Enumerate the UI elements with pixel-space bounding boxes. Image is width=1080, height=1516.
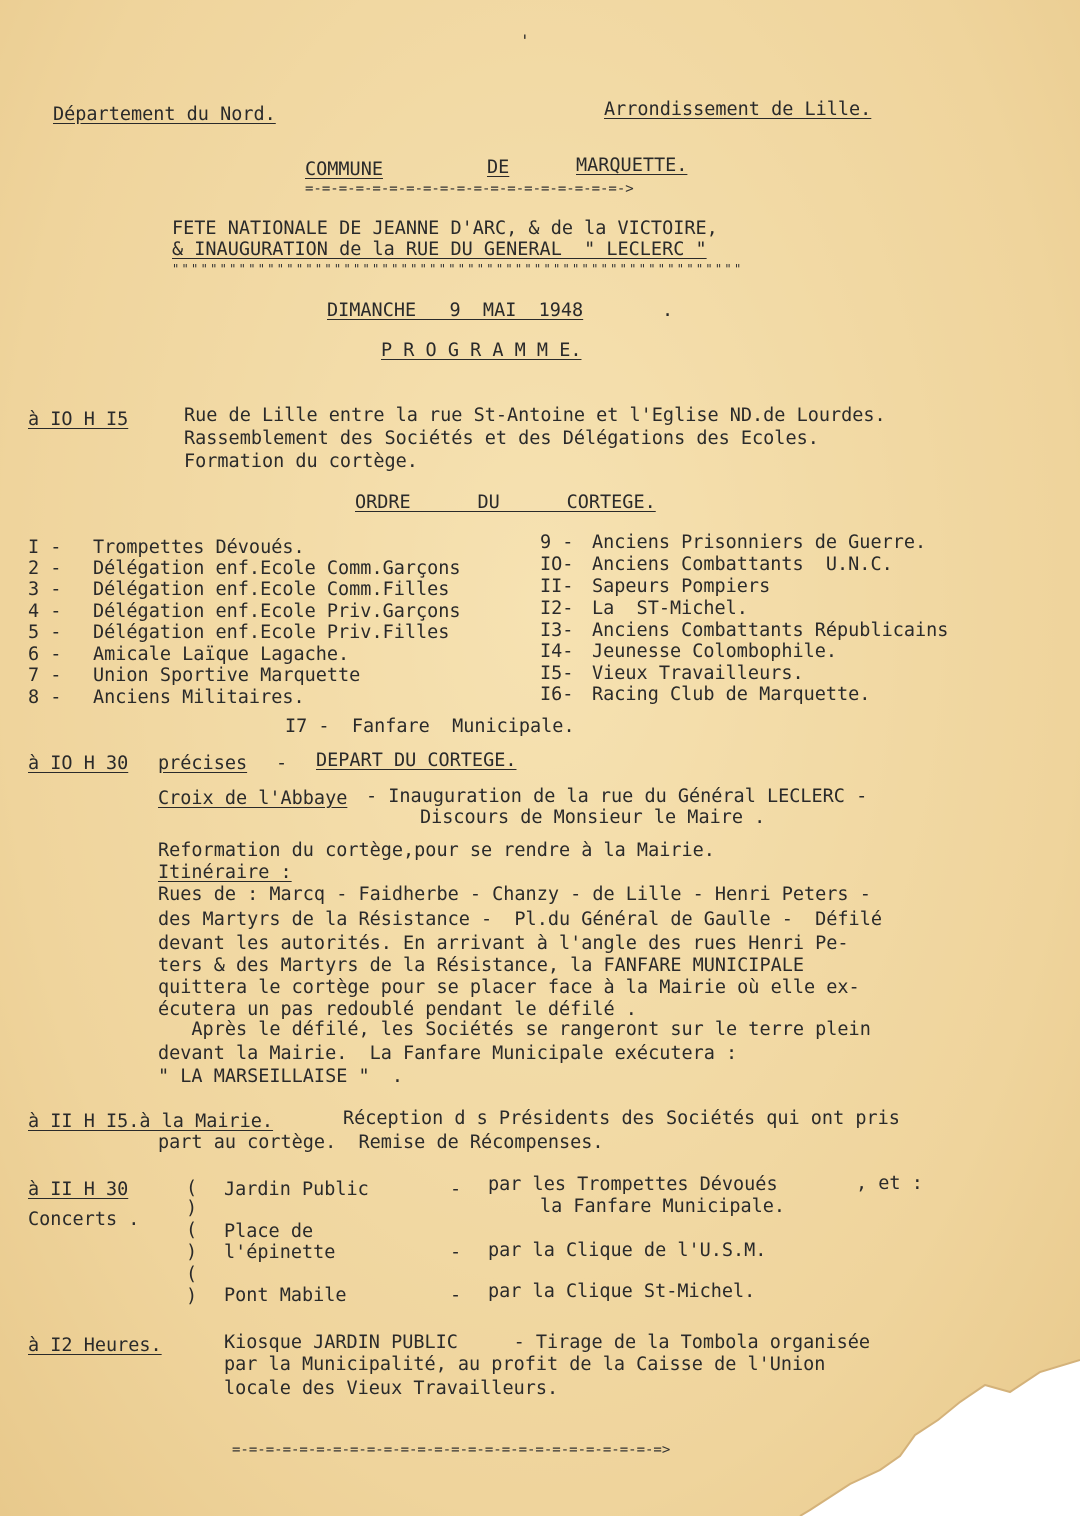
list-item-number: I - (28, 537, 62, 558)
event-date: DIMANCHE 9 MAI 1948 (327, 300, 584, 321)
list-item-number: 9 - (540, 532, 574, 553)
s1115-line-1: Réception d s Présidents des Sociétés qui ont pris (343, 1108, 900, 1129)
list-item: Trompettes Dévoués. (93, 537, 305, 558)
time-12: à I2 Heures. (28, 1335, 162, 1356)
itineraire-line: quittera le cortège pour se placer face à la Mairie où elle ex- (158, 977, 860, 998)
depart-heading: DEPART DU CORTEGE. (316, 750, 517, 771)
list-item: Délégation enf.Ecole Priv.Garçons (93, 601, 461, 622)
event-title-line1: FETE NATIONALE DE JEANNE D'ARC, & de la VICTOIRE, (172, 218, 718, 239)
itineraire-line: ters & des Martyrs de la Résistance, la FANFARE MUNICIPALE (158, 955, 805, 976)
commune-word: COMMUNE (305, 159, 383, 180)
departement-label: Département du Nord. (53, 104, 276, 125)
list-item-number: 3 - (28, 579, 62, 600)
list-item-number: 5 - (28, 622, 62, 643)
list-item-number: II- (540, 576, 574, 597)
list-item-number: I3- (540, 620, 574, 641)
time-1115: à II H I5.à la Mairie. (28, 1111, 274, 1132)
concert-place: Jardin Public (224, 1179, 369, 1200)
list-item-number: 4 - (28, 601, 62, 622)
concerts-label: Concerts . (28, 1209, 140, 1230)
list-item: Anciens Combattants U.N.C. (592, 554, 893, 575)
concert-place: Place de (224, 1221, 314, 1242)
list-item: Union Sportive Marquette (93, 665, 361, 686)
list-item: Délégation enf.Ecole Priv.Filles (93, 622, 450, 643)
list-item-number: 8 - (28, 687, 62, 708)
event-date-dot: . (662, 300, 674, 321)
list-item-number: 2 - (28, 558, 62, 579)
document-page: ' Département du Nord. Arrondissement de Lille. COMMUNE DE MARQUETTE. =-=-=-=-=-=-=-=-=-=-=-=-=-=-=-=-=-=-=-> FETE NATIONALE DE JEANNE D'ARC, & de la VICTOIRE, & INAUGURATION de la RUE DU GENERAL " LECLERC " """""""""""""""""""""""""""""""""""""""""""""""""""""""""""" DIMANCHE 9 MAI 1948 . P R O G R A M M E. à IO H I5 Rue de Lille entre la rue St-Antoine et l'Eglise ND.de Lourdes. Rassemblement des Sociétés et des Délégations des Ecoles. Formation du cortège. ORDRE DU CORTEGE. I - Trompettes Dévoués. 2 - Délégation enf.Ecole Comm.Garçons 3 - Délégation enf.Ecole Comm.Filles 4 - Délégation enf.Ecole Priv.Garçons 5 - Délégation enf.Ecole Priv.Filles 6 - Amicale Laïque Lagache. 7 - Union Sportive Marquette 8 - Anciens Militaires. 9 - Anciens Prisonniers de Guerre. IO- Anciens Combattants U.N.C. II- Sapeurs Pompiers I2- La ST-Michel. I3- Anciens Combattants Républicains I4- Jeunesse Colombophile. I5- Vieux Travailleurs. I6- Racing Club de Marquette. I7 - Fanfare Municipale. à IO H 30 précises - DEPART DU CORTEGE. Croix de l'Abbaye - Inauguration de la rue du Général LECLERC - Discours de Monsieur le Maire . Reformation du cortège,pour se rendre à la Mairie. Itinéraire : Rues de : Marcq - Faidherbe - Chanzy - de Lille - Henri Peters - des Martyrs de la Résistance - Pl.du Général de Gaulle - Défilé devant les autorités. En arrivant à l'angle des rues Henri Pe- ters & des Martyrs de la Résistance, la FANFARE MUNICIPALE quittera le cortège pour se placer face à la Mairie où elle ex- écutera un pas redoublé pendant le défilé . Après le défilé, les Sociétés se rangeront sur le terre plein devant la Mairie. La Fanfare Municipale exécutera : " LA MARSEILLAISE " . à II H I5.à la Mairie. Réception d s Présidents des Sociétés qui ont pris part au cortège. Remise de Récompenses. à II H 30 Concerts . ( ) ( ) ( ) Jardin Public - par les Trompettes Dévoués , et : la Fanfare Municipale. Place de l'épinette - par la Clique de l'U.S.M. Pont Mabile - par la Clique St-Michel. à I2 Heures. Kiosque JARDIN PUBLIC - Tirage de la Tombola organisée par la Municipalité, au profit de la Caisse de l'Union locale des Vieux Travailleurs. =-=-=-=-=-=-=-=-=-=-=-=-=-=-=-=-=-=-=-=-=-=-=-=-=-=> (0, 0, 1080, 1516)
precises-word: précises (158, 753, 248, 774)
itineraire-line: devant la Mairie. La Fanfare Municipale exécutera : (158, 1043, 738, 1064)
list-item-number: I6- (540, 684, 574, 705)
list-item: Délégation enf.Ecole Comm.Garçons (93, 558, 461, 579)
marquette-word: MARQUETTE. (576, 155, 688, 176)
list-item: Anciens Militaires. (93, 687, 305, 708)
list-item-number: I4- (540, 641, 574, 662)
list-item: Sapeurs Pompiers (592, 576, 771, 597)
croix-label: Croix de l'Abbaye (158, 788, 348, 809)
stray-mark: ' (520, 31, 530, 50)
itineraire-line: devant les autorités. En arrivant à l'angle des rues Henri Pe- (158, 933, 849, 954)
concert-performer: par la Clique de l'U.S.M. (488, 1240, 767, 1261)
list-item-number: IO- (540, 554, 574, 575)
title-separator: """""""""""""""""""""""""""""""""""""""""""""""""""""""""""" (172, 262, 744, 276)
s1015-line-1: Rue de Lille entre la rue St-Antoine et l'Eglise ND.de Lourdes. (184, 405, 886, 426)
itineraire-line: écutera un pas redoublé pendant le défilé . (158, 999, 637, 1020)
s1015-line-2: Rassemblement des Sociétés et des Délégations des Ecoles. (184, 428, 819, 449)
list-item: Racing Club de Marquette. (592, 684, 871, 705)
ordre-heading: ORDRE DU CORTEGE. (355, 492, 656, 513)
programme-heading: P R O G R A M M E. (381, 340, 582, 361)
s1015-line-3: Formation du cortège. (184, 451, 418, 472)
time-1030: à IO H 30 (28, 753, 129, 774)
s12-line-2: par la Municipalité, au profit de la Caisse de l'Union (224, 1354, 826, 1375)
ordre-last-item: I7 - Fanfare Municipale. (285, 716, 575, 737)
de-word: DE (487, 157, 510, 178)
list-item: Jeunesse Colombophile. (592, 641, 838, 662)
list-item: Anciens Combattants Républicains (592, 620, 949, 641)
itineraire-line: Après le défilé, les Sociétés se rangeront sur le terre plein (158, 1019, 871, 1040)
list-item: Délégation enf.Ecole Comm.Filles (93, 579, 450, 600)
concert-place-2: l'épinette (224, 1242, 336, 1263)
concert-performer: par la Clique St-Michel. (488, 1281, 756, 1302)
s12-line-3: locale des Vieux Travailleurs. (224, 1378, 559, 1399)
itineraire-label: Itinéraire : (158, 862, 292, 883)
list-item-number: I2- (540, 598, 574, 619)
s1115-line-2: part au cortège. Remise de Récompenses. (158, 1132, 604, 1153)
s12-line-1: Kiosque JARDIN PUBLIC - Tirage de la Tombola organisée (224, 1332, 871, 1353)
concert-performer: par les Trompettes Dévoués (488, 1174, 778, 1195)
list-item: Anciens Prisonniers de Guerre. (592, 532, 927, 553)
discours-text: Discours de Monsieur le Maire . (420, 807, 766, 828)
arrondissement-label: Arrondissement de Lille. (604, 99, 872, 120)
croix-text: - Inauguration de la rue du Général LECLERC - (366, 786, 868, 807)
time-1015: à IO H I5 (28, 409, 129, 430)
list-item: Vieux Travailleurs. (592, 663, 804, 684)
list-item: La ST-Michel. (592, 598, 748, 619)
event-title-line2: & INAUGURATION de la RUE DU GENERAL " LECLERC " (172, 239, 707, 260)
header-separator: =-=-=-=-=-=-=-=-=-=-=-=-=-=-=-=-=-=-=-> (305, 181, 634, 197)
list-item: Amicale Laïque Lagache. (93, 644, 350, 665)
list-item-number: I5- (540, 663, 574, 684)
concert-extra: , et : (856, 1173, 923, 1194)
itineraire-line: " LA MARSEILLAISE " . (158, 1066, 404, 1087)
footer-separator: =-=-=-=-=-=-=-=-=-=-=-=-=-=-=-=-=-=-=-=-=-=-=-=-=-=> (232, 1442, 671, 1458)
time-1130: à II H 30 (28, 1179, 129, 1200)
concert-place: Pont Mabile (224, 1285, 347, 1306)
list-item-number: 6 - (28, 644, 62, 665)
reformation-text: Reformation du cortège,pour se rendre à la Mairie. (158, 840, 715, 861)
dash: - (276, 753, 288, 774)
itineraire-line: des Martyrs de la Résistance - Pl.du Général de Gaulle - Défilé (158, 909, 882, 930)
itineraire-line: Rues de : Marcq - Faidherbe - Chanzy - de Lille - Henri Peters - (158, 884, 871, 905)
concert-performer-2: la Fanfare Municipale. (540, 1196, 786, 1217)
list-item-number: 7 - (28, 665, 62, 686)
